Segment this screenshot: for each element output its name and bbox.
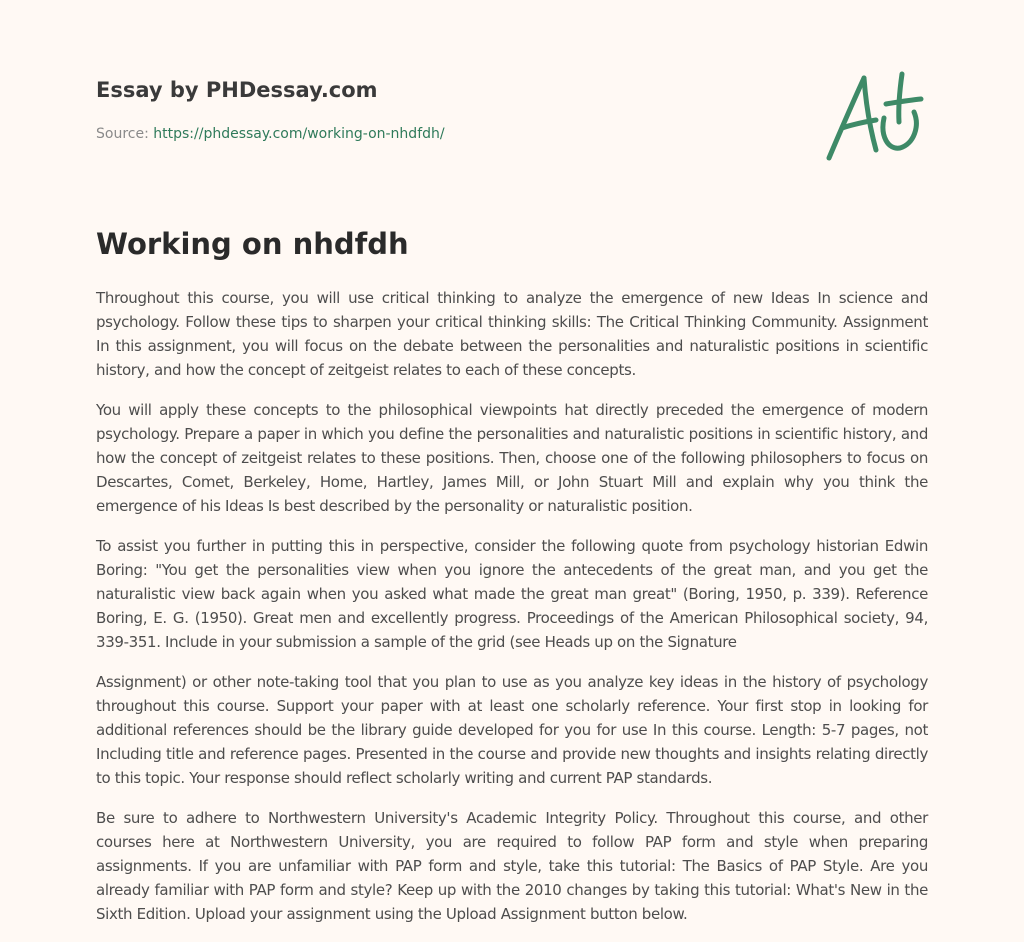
paragraph-4: Assignment) or other note-taking tool that you plan to use as you analyze key ideas in the history of psychology throughout this course. Support your paper with at least one scholarly reference. Your first stop in looking for additional references should be the library guide developed for you for use In this course. Length: 5-7 pages, not Including title and reference pages. Presented in the course and provide new thoughts and insights relating directly to this topic. Your response should reflect scholarly writing and current PAP standards. — [96, 673, 928, 787]
document-body — [96, 286, 928, 942]
page-header — [96, 76, 736, 144]
source-label: Source: — [96, 126, 149, 142]
source-link[interactable]: https://phdessay.com/working-on-nhdfdh/ — [153, 126, 445, 142]
site-title: Essay by PHDessay.com — [96, 78, 378, 102]
paragraph-1: Throughout this course, you will use critical thinking to analyze the emergence of new Ideas In science and psychology. Follow these tips to sharpen your critical thinking skills: The Critical Thinking Community. Assignment In this assignment, you will focus on the debate between the personalities and naturalistic positions in scientific history, and how the concept of zeitgeist relates to each of these concepts. — [96, 289, 928, 379]
paragraph-5: Be sure to adhere to Northwestern University's Academic Integrity Policy. Throughout this course, and other courses here at Northwestern University, you are required to follow PAP form and style when preparing assignments. If you are unfamiliar with PAP form and style, take this tutorial: The Basics of PAP Style. Are you already familiar with PAP form and style? Keep up with the 2010 changes by taking this tutorial: What's New in the Sixth Edition. Upload your assignment using the Upload Assignment button below. — [96, 809, 928, 923]
a-plus-grade-icon — [820, 66, 930, 166]
paragraph-2: You will apply these concepts to the philosophical viewpoints hat directly preceded the emergence of modern psychology. Prepare a paper in which you define the personalities and naturalistic positions in scientific history, and how the concept of zeitgeist relates to these positions. Then, choose one of the following philosophers to focus on Descartes, Comet, Berkeley, Home, Hartley, James Mill, or John Stuart Mill and explain why you think the emergence of his Ideas Is best described by the personality or naturalistic position. — [96, 401, 928, 515]
paragraph-3: To assist you further in putting this in perspective, consider the following quote from psychology historian Edwin Boring: "You get the personalities view when you ignore the antecedents of the great man, and you get the naturalistic view back again when you asked what made the great man great" (Boring, 1950, p. 339). Reference Boring, E. G. (1950). Great men and excellently progress. Proceedings of the American Philosophical society, 94, 339-351. Include in your submission a sample of the grid (see Heads up on the Signature — [96, 537, 928, 651]
source-line — [96, 124, 736, 144]
document-title: Working on nhdfdh — [96, 227, 409, 261]
